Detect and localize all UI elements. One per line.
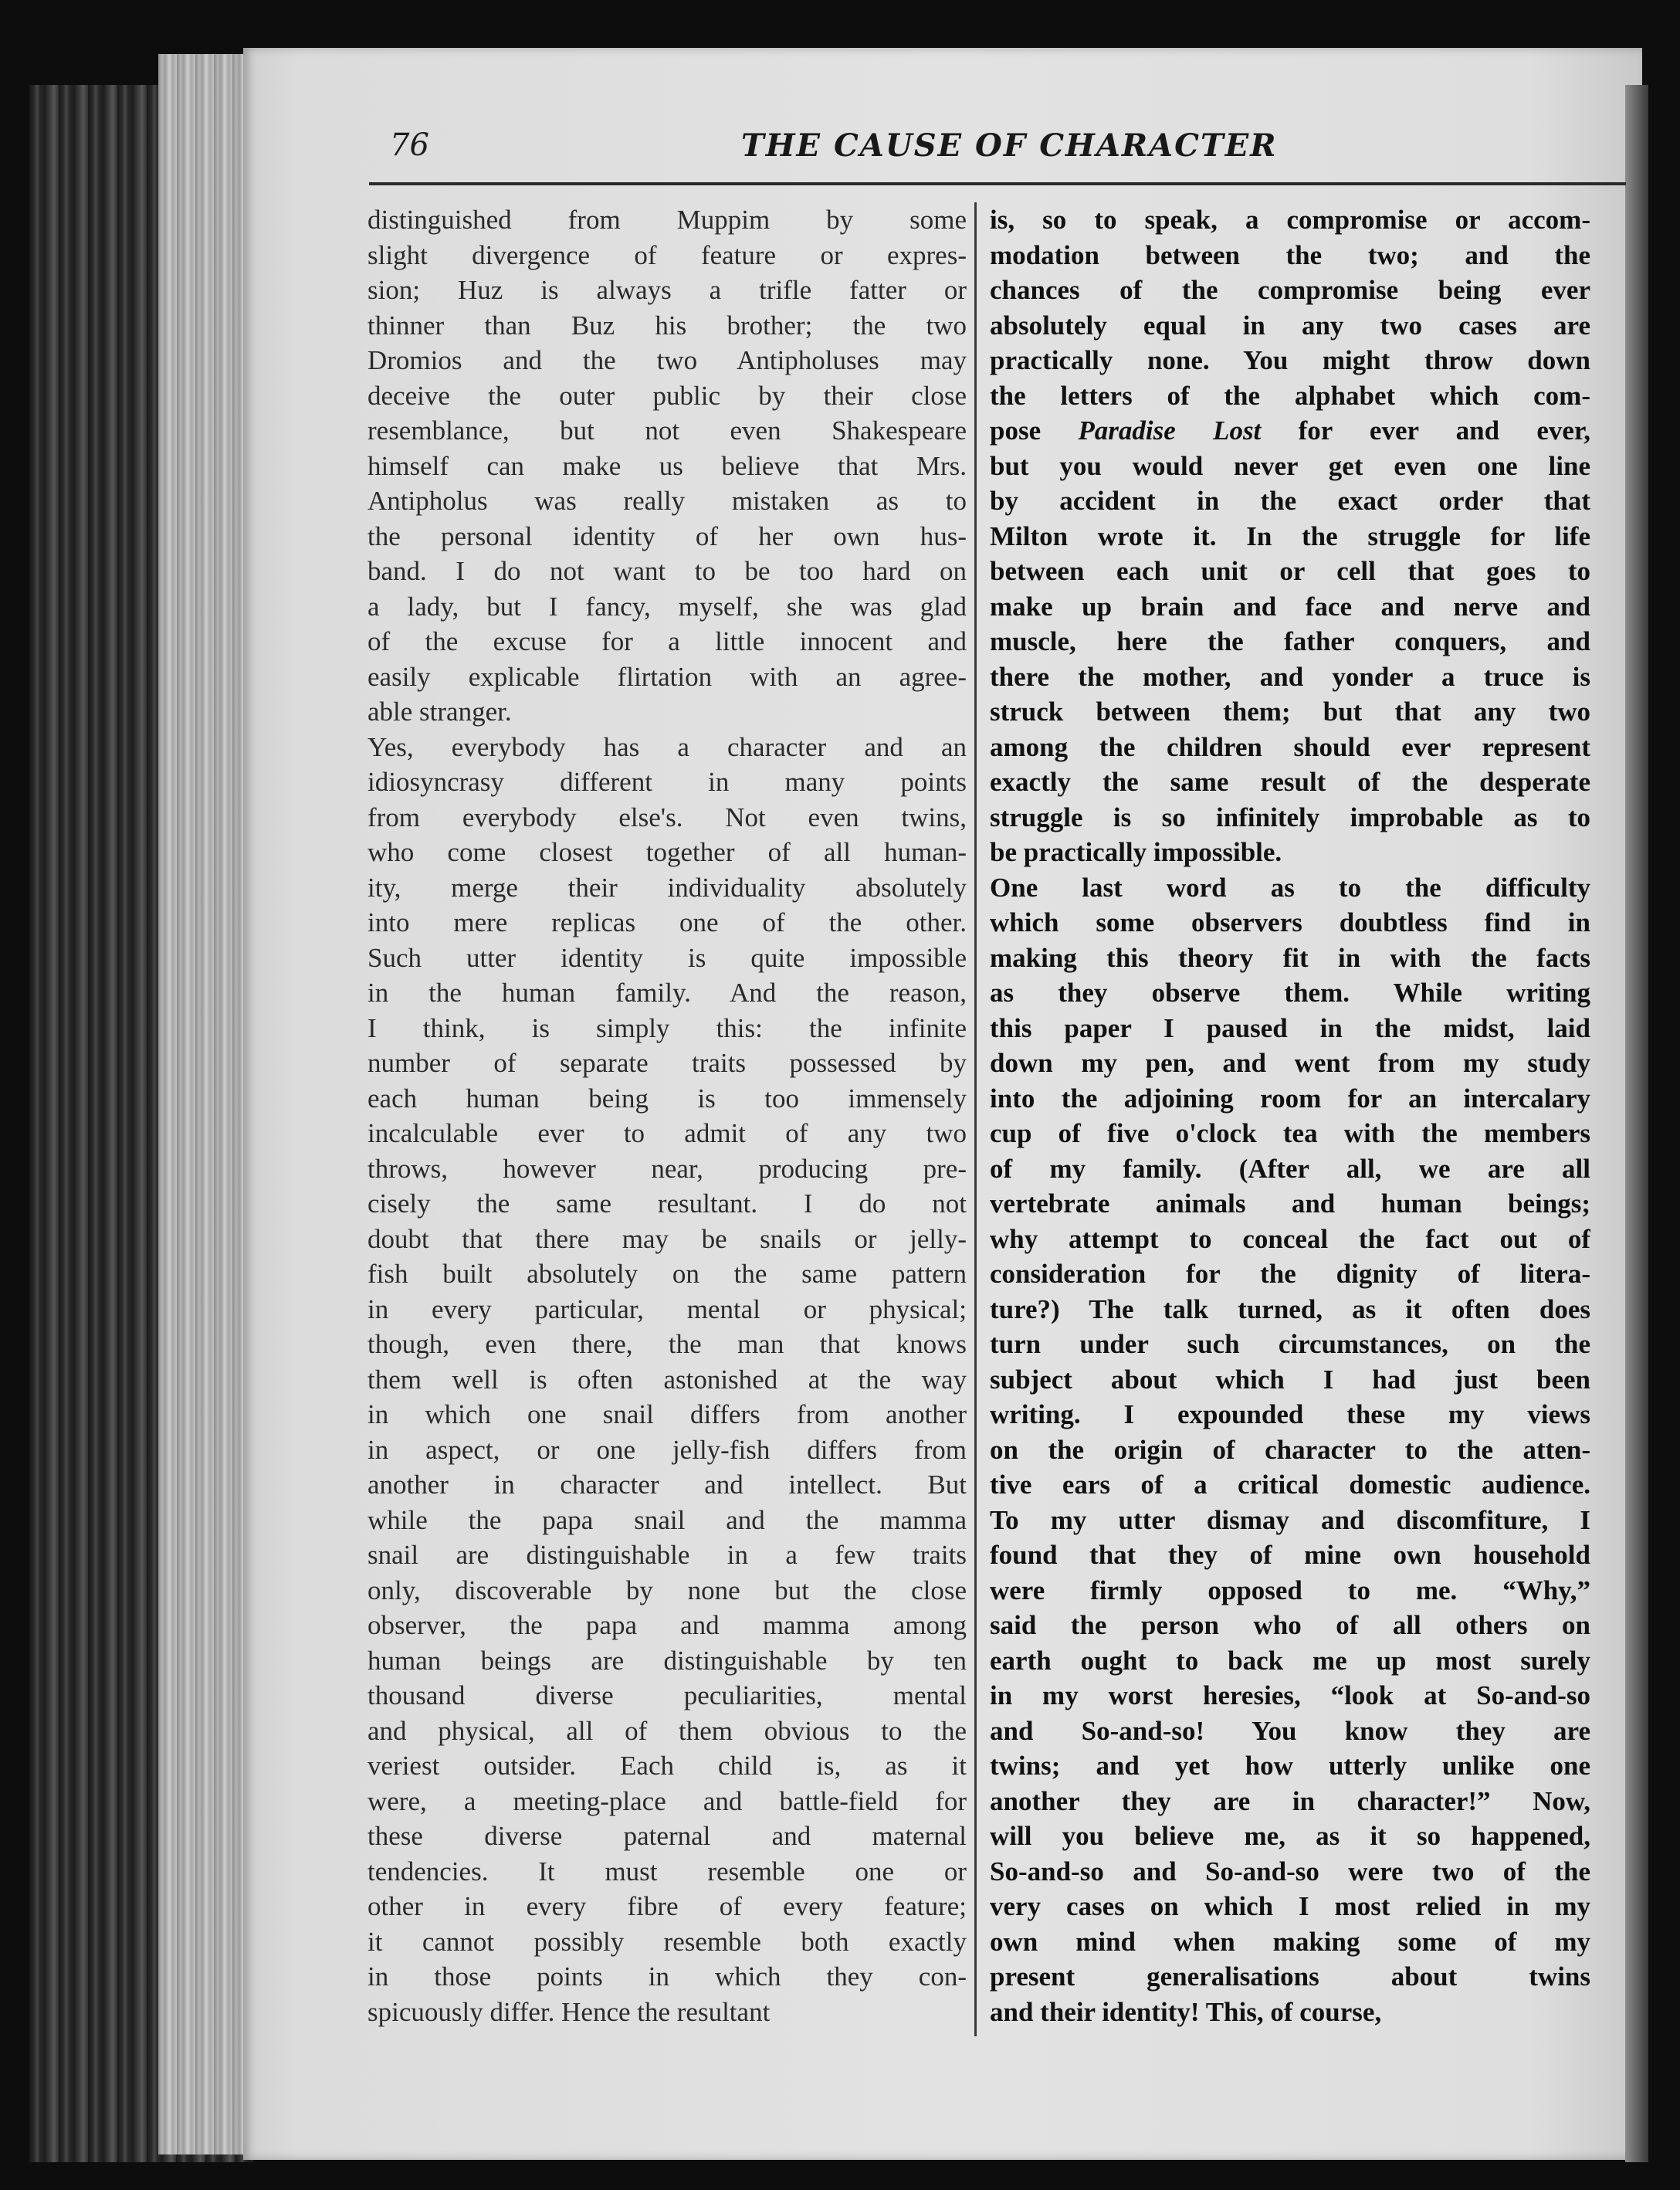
- text-line: were, a meeting-place and battle-field for: [368, 1785, 967, 1816]
- text-line: Such utter identity is quite impossible: [368, 942, 967, 973]
- text-line: Yes, everybody has a character and an: [368, 731, 967, 762]
- text-line: idiosyncrasy different in many points: [368, 767, 967, 797]
- text-line: vertebrate animals and human beings;: [990, 1188, 1590, 1219]
- text-line: resemblance, but not even Shakespeare: [368, 415, 967, 446]
- text-line: human beings are distinguishable by ten: [368, 1645, 967, 1676]
- text-line: pose Paradise Lost for ever and ever,: [990, 415, 1590, 446]
- text-line: band. I do not want to be too hard on: [368, 556, 967, 586]
- text-line: will you believe me, as it so happened,: [990, 1821, 1590, 1851]
- text-line: the personal identity of her own hus-: [368, 520, 967, 551]
- text-line: sion; Huz is always a trifle fatter or: [368, 275, 967, 305]
- text-line: throws, however near, producing pre-: [368, 1153, 967, 1184]
- text-line: own mind when making some of my: [990, 1926, 1590, 1957]
- page-right-shadow: [1625, 85, 1648, 2162]
- text-line: slight divergence of feature or expres-: [368, 239, 967, 270]
- text-line: tive ears of a critical domestic audience.: [990, 1470, 1590, 1500]
- text-line: of the excuse for a little innocent and: [368, 626, 967, 656]
- text-line: doubt that there may be snails or jelly-: [368, 1223, 967, 1254]
- left-text-column: [368, 202, 967, 2029]
- text-line: there the mother, and yonder a truce is: [990, 661, 1590, 692]
- text-line: cisely the same resultant. I do not: [368, 1188, 967, 1219]
- text-line: were firmly opposed to me. “Why,”: [990, 1575, 1590, 1605]
- text-line: To my utter dismay and discomfiture, I: [990, 1504, 1590, 1535]
- text-line: another they are in character!” Now,: [990, 1785, 1590, 1816]
- text-line: distinguished from Muppim by some: [368, 205, 967, 235]
- text-line: in which one snail differs from another: [368, 1399, 967, 1429]
- text-line: is, so to speak, a compromise or accom-: [990, 205, 1590, 235]
- text-line: exactly the same result of the desperate: [990, 767, 1590, 797]
- text-line: while the papa snail and the mamma: [368, 1504, 967, 1535]
- text-line: subject about which I had just been: [990, 1364, 1590, 1395]
- text-line: from everybody else's. Not even twins,: [368, 802, 967, 832]
- text-line: So-and-so and So-and-so were two of the: [990, 1856, 1590, 1887]
- text-line: Milton wrote it. In the struggle for life: [990, 520, 1590, 551]
- text-line: the letters of the alphabet which com-: [990, 380, 1590, 411]
- text-line: it cannot possibly resemble both exactly: [368, 1926, 967, 1957]
- text-line: chances of the compromise being ever: [990, 275, 1590, 305]
- text-line: between each unit or cell that goes to: [990, 556, 1590, 586]
- text-line: snail are distinguishable in a few traits: [368, 1540, 967, 1570]
- text-line: I think, is simply this: the infinite: [368, 1012, 967, 1043]
- text-line: in aspect, or one jelly-fish differs from: [368, 1434, 967, 1465]
- text-line: a lady, but I fancy, myself, she was glad: [368, 591, 967, 622]
- text-line: practically none. You might throw down: [990, 345, 1590, 375]
- text-line: muscle, here the father conquers, and: [990, 626, 1590, 656]
- text-line: twins; and yet how utterly unlike one: [990, 1751, 1590, 1781]
- text-line: found that they of mine own household: [990, 1540, 1590, 1570]
- text-line: as they observe them. While writing: [990, 978, 1590, 1008]
- text-line: be practically impossible.: [990, 837, 1282, 867]
- text-line: easily explicable flirtation with an agree-: [368, 661, 967, 692]
- text-line: making this theory fit in with the facts: [990, 942, 1590, 973]
- text-line: number of separate traits possessed by: [368, 1048, 967, 1078]
- text-line: down my pen, and went from my study: [990, 1048, 1590, 1078]
- text-line: Dromios and the two Antipholuses may: [368, 345, 967, 375]
- text-line: of my family. (After all, we are all: [990, 1153, 1590, 1184]
- text-line: fish built absolutely on the same pattern: [368, 1259, 967, 1289]
- text-line: each human being is too immensely: [368, 1083, 967, 1114]
- text-line: said the person who of all others on: [990, 1610, 1590, 1640]
- text-line: this paper I paused in the midst, laid: [990, 1012, 1590, 1043]
- text-line: into the adjoining room for an intercalary: [990, 1083, 1590, 1114]
- page-number: 76: [390, 127, 429, 163]
- text-line: and So-and-so! You know they are: [990, 1715, 1590, 1746]
- text-line: observer, the papa and mamma among: [368, 1610, 967, 1640]
- text-line: thinner than Buz his brother; the two: [368, 310, 967, 341]
- text-line: by accident in the exact order that: [990, 486, 1590, 516]
- text-line: among the children should ever represent: [990, 731, 1590, 762]
- text-line: cup of five o'clock tea with the members: [990, 1118, 1590, 1148]
- text-line: ity, merge their individuality absolutely: [368, 872, 967, 903]
- page-header: [390, 127, 1625, 174]
- text-line: thousand diverse peculiarities, mental: [368, 1680, 967, 1710]
- text-line: earth ought to back me up most surely: [990, 1645, 1590, 1676]
- text-line: struck between them; but that any two: [990, 697, 1590, 727]
- text-line: on the origin of character to the atten-: [990, 1434, 1590, 1465]
- text-line: deceive the outer public by their close: [368, 380, 967, 411]
- text-line: into mere replicas one of the other.: [368, 907, 967, 937]
- text-line: incalculable ever to admit of any two: [368, 1118, 967, 1148]
- text-line: ture?) The talk turned, as it often does: [990, 1293, 1590, 1324]
- text-line: turn under such circumstances, on the: [990, 1329, 1590, 1359]
- text-line: spicuously differ. Hence the resultant: [368, 1996, 771, 2027]
- text-line: these diverse paternal and maternal: [368, 1821, 967, 1851]
- text-line: very cases on which I most relied in my: [990, 1891, 1590, 1921]
- text-line: other in every fibre of every feature;: [368, 1891, 967, 1921]
- text-line: Antipholus was really mistaken as to: [368, 486, 967, 516]
- header-rule: [369, 182, 1626, 185]
- text-line: absolutely equal in any two cases are: [990, 310, 1590, 341]
- text-line: but you would never get even one line: [990, 450, 1590, 481]
- text-line: them well is often astonished at the way: [368, 1364, 967, 1395]
- text-line: which some observers doubtless find in: [990, 907, 1590, 937]
- text-line: another in character and intellect. But: [368, 1470, 967, 1500]
- text-line: tendencies. It must resemble one or: [368, 1856, 967, 1887]
- text-line: in every particular, mental or physical;: [368, 1293, 967, 1324]
- text-line: make up brain and face and nerve and: [990, 591, 1590, 622]
- text-line: only, discoverable by none but the close: [368, 1575, 967, 1605]
- text-line: who come closest together of all human-: [368, 837, 967, 867]
- column-divider: [974, 202, 977, 2036]
- text-line: able stranger.: [368, 697, 512, 727]
- text-line: though, even there, the man that knows: [368, 1329, 967, 1359]
- text-line: modation between the two; and the: [990, 239, 1590, 270]
- text-line: present generalisations about twins: [990, 1961, 1590, 1992]
- text-line: consideration for the dignity of litera-: [990, 1259, 1590, 1289]
- right-text-column: [990, 202, 1590, 2029]
- text-line: and physical, all of them obvious to the: [368, 1715, 967, 1746]
- text-line: writing. I expounded these my views: [990, 1399, 1590, 1429]
- text-line: himself can make us believe that Mrs.: [368, 450, 967, 481]
- text-line: in those points in which they con-: [368, 1961, 967, 1992]
- text-line: in the human family. And the reason,: [368, 978, 967, 1008]
- running-head: THE CAUSE OF CHARACTER: [741, 127, 1278, 164]
- text-line: why attempt to conceal the fact out of: [990, 1223, 1590, 1254]
- text-line: veriest outsider. Each child is, as it: [368, 1751, 967, 1781]
- text-line: in my worst heresies, “look at So-and-so: [990, 1680, 1590, 1710]
- text-line: struggle is so infinitely improbable as to: [990, 802, 1590, 832]
- text-line: and their identity! This, of course,: [990, 1996, 1382, 2027]
- text-line: One last word as to the difficulty: [990, 872, 1590, 903]
